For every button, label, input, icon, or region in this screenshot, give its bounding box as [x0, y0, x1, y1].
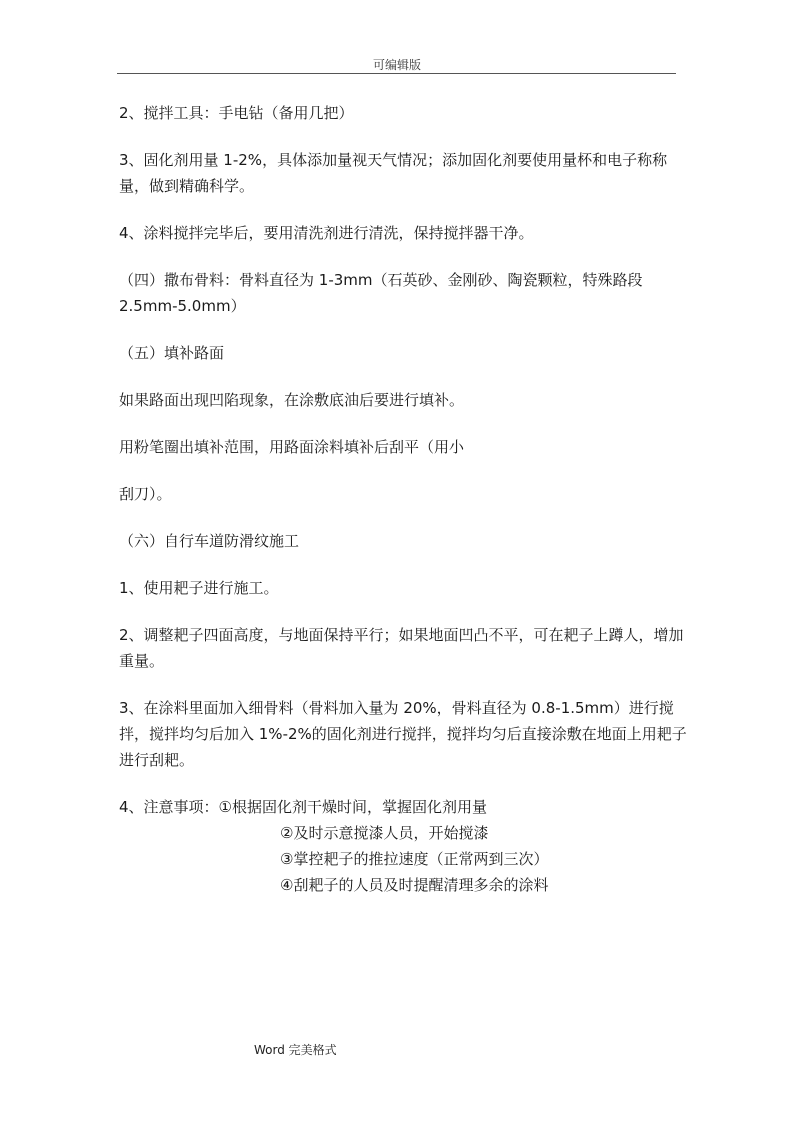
paragraph-mixing-tool: 2、搅拌工具：手电钻（备用几把）	[119, 104, 354, 122]
paragraph-aggregate: （四）撒布骨料：骨料直径为 1-3mm（石英砂、金刚砂、陶瓷颗粒，特殊路段 2.5mm-5.0mm）	[119, 271, 643, 315]
paragraph-cleaning: 4、涂料搅拌完毕后，要用清洗剂进行清洗，保持搅拌器干净。	[119, 224, 534, 242]
note-item-2: ②及时示意搅漆人员，开始搅漆	[280, 824, 489, 842]
heading-bike-lane: （六）自行车道防滑纹施工	[119, 532, 300, 550]
paragraph-chalk-line1: 用粉笔圈出填补范围，用路面涂料填补后刮平（用小	[119, 438, 465, 456]
header-rule	[117, 73, 676, 74]
paragraph-chalk-line2: 刮刀）。	[119, 485, 172, 503]
paragraph-fine-aggregate: 3、在涂料里面加入细骨料（骨料加入量为 20%，骨料直径为 0.8-1.5mm）进行搅拌，搅拌均匀后加入 1%-2%的固化剂进行搅拌，搅拌均匀后直接涂敷在地面上用耙子进行刮耙。	[119, 699, 687, 769]
paragraph-curing-agent: 3、固化剂用量 1-2%，具体添加量视天气情况；添加固化剂要使用量杯和电子称称量，做到精确科学。	[119, 151, 668, 195]
heading-fill-road: （五）填补路面	[119, 344, 225, 362]
note-item-3: ③掌控耙子的推拉速度（正常两到三次）	[280, 850, 549, 868]
paragraph-use-rake: 1、使用耙子进行施工。	[119, 579, 279, 597]
note-item-4: ④刮耙子的人员及时提醒清理多余的涂料	[280, 876, 549, 894]
page-footer: Word 完美格式	[254, 1043, 337, 1057]
paragraph-notes-title: 4、注意事项：①根据固化剂干燥时间，掌握固化剂用量	[119, 798, 487, 816]
paragraph-depression: 如果路面出现凹陷现象，在涂敷底油后要进行填补。	[119, 391, 465, 409]
page-header: 可编辑版	[372, 58, 421, 72]
paragraph-adjust-rake: 2、调整耙子四面高度，与地面保持平行；如果地面凹凸不平，可在耙子上蹲人，增加重量。	[119, 626, 684, 670]
document-body	[119, 100, 694, 898]
